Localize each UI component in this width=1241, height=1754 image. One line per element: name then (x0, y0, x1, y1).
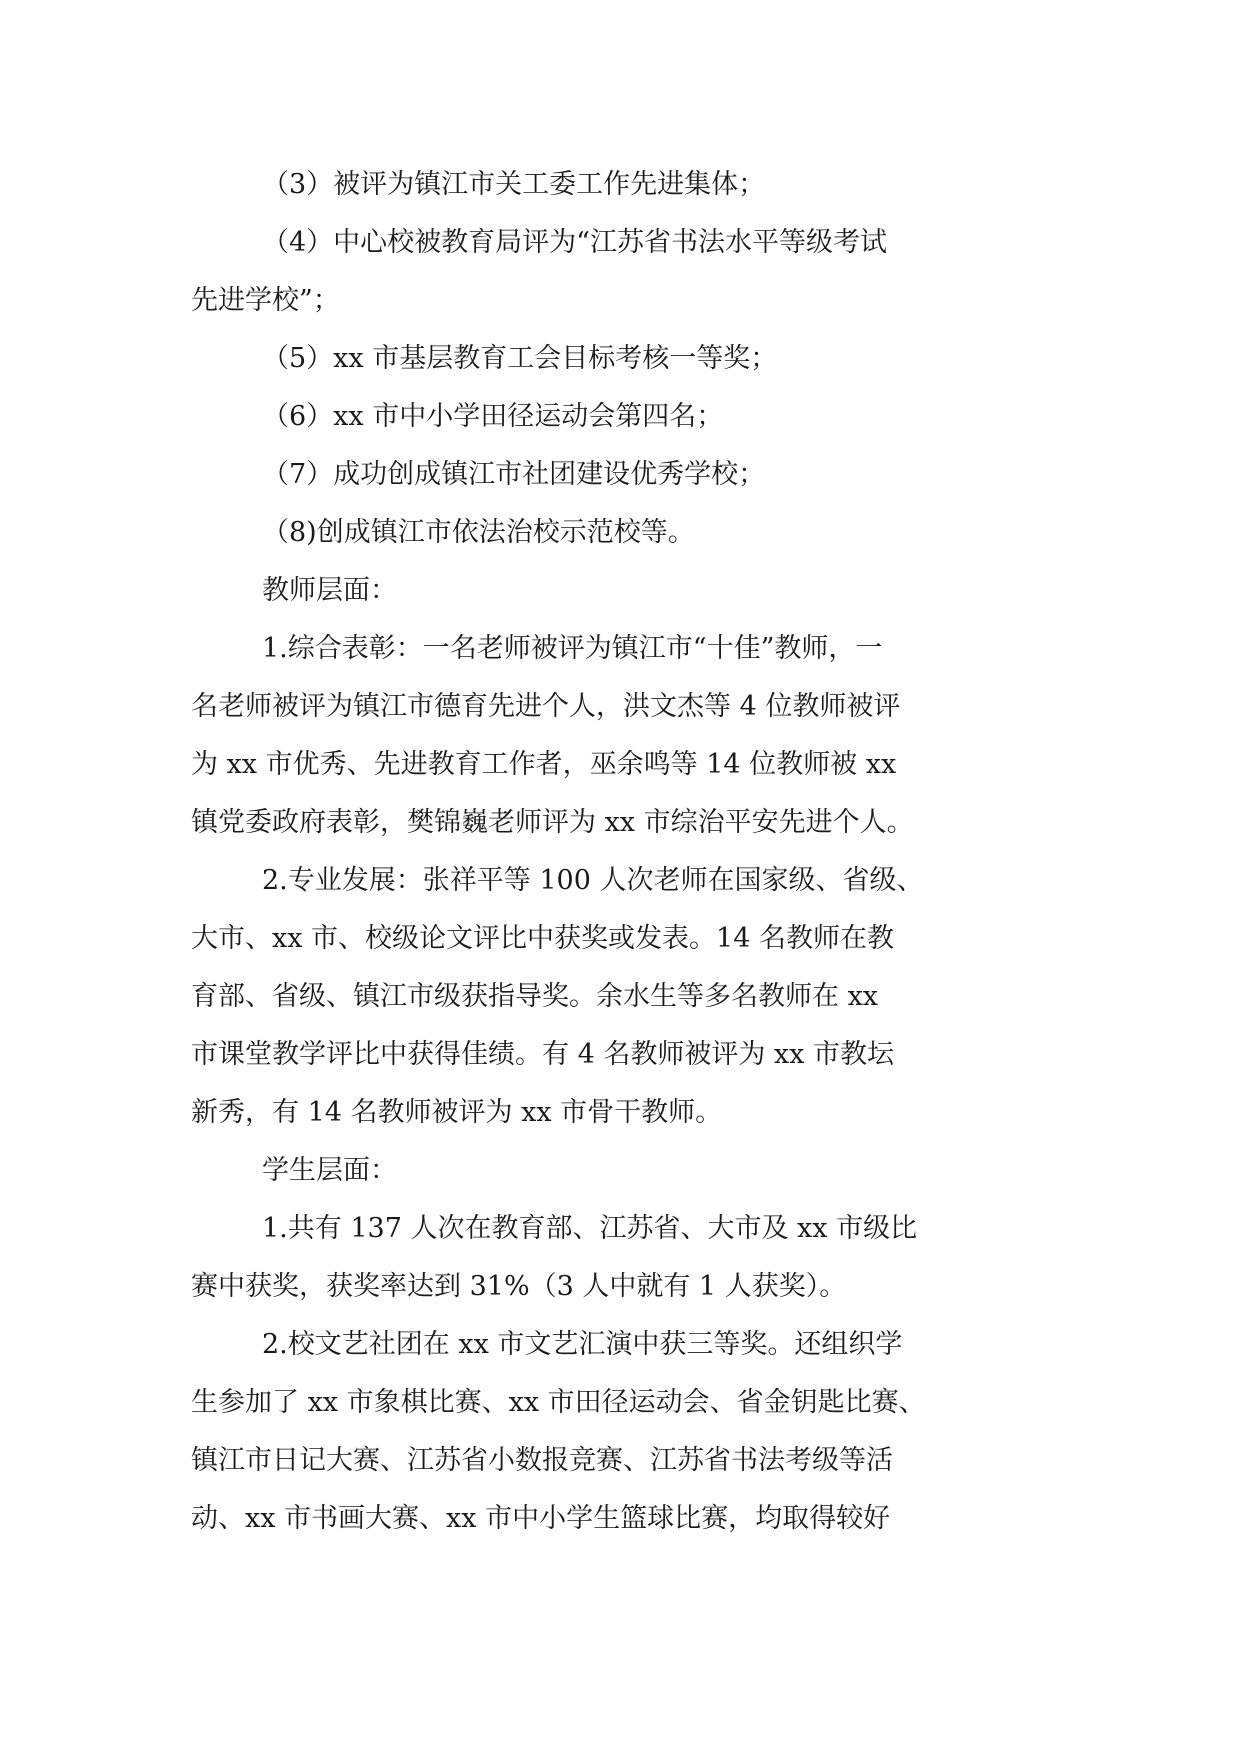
text-line: 2.专业发展：张祥平等 100 人次老师在国家级、省级、 (262, 865, 924, 896)
text-line: 2.校文艺社团在 xx 市文艺汇演中获三等奖。还组织学 (262, 1329, 903, 1360)
text-line: 新秀，有 14 名教师被评为 xx 市骨干教师。 (191, 1097, 723, 1128)
text-line: （8)创成镇江市依法治校示范校等。 (262, 517, 695, 548)
text-line: （4）中心校被教育局评为“江苏省书法水平等级考试 (262, 227, 887, 258)
text-line: （6）xx 市中小学田径运动会第四名； (262, 401, 724, 432)
text-line: 镇党委政府表彰，樊锦巍老师评为 xx 市综治平安先进个人。 (191, 807, 914, 838)
section-heading: 学生层面： (262, 1155, 397, 1186)
text-line: 1.共有 137 人次在教育部、江苏省、大市及 xx 市级比 (262, 1213, 918, 1244)
text-line: 赛中获奖，获奖率达到 31%（3 人中就有 1 人获奖）。 (191, 1271, 847, 1302)
text-line: 大市、xx 市、校级论文评比中获奖或发表。14 名教师在教 (191, 923, 894, 954)
text-line: 镇江市日记大赛、江苏省小数报竞赛、江苏省书法考级等活 (191, 1445, 893, 1476)
text-line: 名老师被评为镇江市德育先进个人，洪文杰等 4 位教师被评 (191, 691, 901, 722)
text-line: 市课堂教学评比中获得佳绩。有 4 名教师被评为 xx 市教坛 (191, 1039, 894, 1070)
text-line: 先进学校”； (191, 285, 340, 316)
section-heading: 教师层面： (262, 575, 397, 606)
text-line: 生参加了 xx 市象棋比赛、xx 市田径运动会、省金钥匙比赛、 (191, 1387, 926, 1418)
text-line: 动、xx 市书画大赛、xx 市中小学生篮球比赛，均取得较好 (191, 1503, 891, 1534)
text-line: 为 xx 市优秀、先进教育工作者，巫余鸣等 14 位教师被 xx (191, 749, 897, 780)
text-line: 育部、省级、镇江市级获指导奖。余水生等多名教师在 xx (191, 981, 879, 1012)
text-line: （7）成功创成镇江市社团建设优秀学校； (262, 459, 766, 490)
text-line: 1.综合表彰：一名老师被评为镇江市“十佳”教师，一 (262, 633, 883, 664)
text-line: （3）被评为镇江市关工委工作先进集体； (262, 169, 766, 200)
text-line: （5）xx 市基层教育工会目标考核一等奖； (262, 343, 778, 374)
